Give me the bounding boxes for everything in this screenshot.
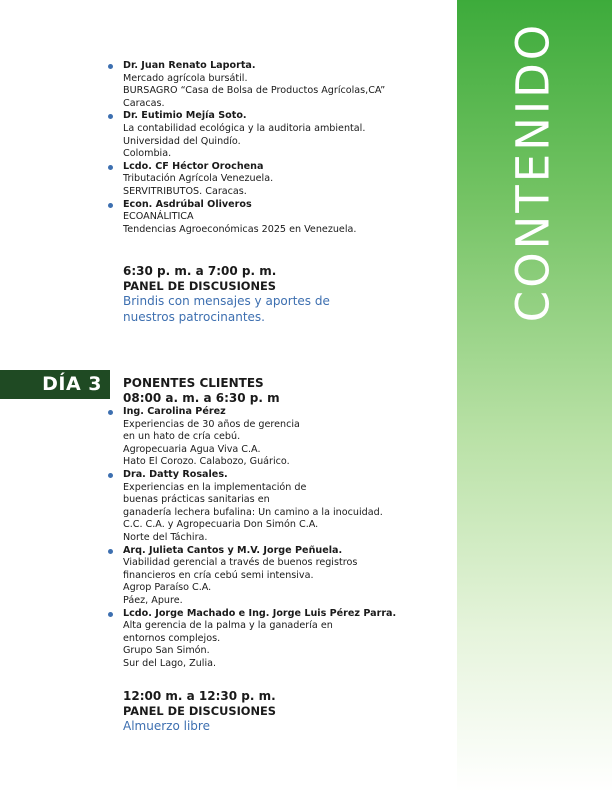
sidebar-title: CONTENIDO <box>506 21 560 323</box>
day-3-section <box>123 376 396 670</box>
speaker-line: Colombia. <box>123 148 172 160</box>
speaker-line: Hato El Corozo. Calabozo, Guárico. <box>123 456 290 468</box>
speaker-name: Ing. Carolina Pérez <box>123 406 226 417</box>
panel-discussion-1 <box>123 264 330 325</box>
bullet-icon <box>108 473 113 478</box>
speaker-line: SERVITRIBUTOS. Caracas. <box>123 185 247 197</box>
bullet-icon <box>108 612 113 617</box>
speaker-line: Agrop Paraíso C.A. <box>123 582 212 594</box>
bullet-icon <box>108 410 113 415</box>
speaker-name: Dra. Datty Rosales. <box>123 468 228 480</box>
speaker-line: Grupo San Simón. <box>123 645 210 657</box>
bullet-icon <box>108 165 113 170</box>
session-time: 08:00 a. m. a 6:30 p. m <box>123 391 280 405</box>
speaker-line: Agropecuaria Agua Viva C.A. <box>123 443 261 455</box>
speaker-line: ganadería lechera bufalina: Un camino a la inocuidad. <box>123 506 383 518</box>
speaker-line: Experiencias en la implementación de <box>123 481 307 493</box>
panel-time: 6:30 p. m. a 7:00 p. m. <box>123 264 277 278</box>
speaker-line: entornos complejos. <box>123 632 221 644</box>
speaker-item <box>123 469 396 545</box>
speaker-item <box>123 406 396 469</box>
section-heading: PONENTES CLIENTES <box>123 376 264 390</box>
top-speaker-list <box>123 60 385 236</box>
speaker-item <box>123 545 396 608</box>
speaker-item <box>123 608 396 671</box>
day-3-label: DÍA 3 <box>0 370 110 399</box>
speaker-line: buenas prácticas sanitarias en <box>123 494 270 506</box>
speaker-line: Norte del Táchira. <box>123 531 208 543</box>
speaker-line: Caracas. <box>123 97 165 109</box>
speaker-line: Experiencias de 30 años de gerencia <box>123 418 300 430</box>
speaker-name: Dr. Juan Renato Laporta. <box>123 60 256 71</box>
speaker-line: BURSAGRO “Casa de Bolsa de Productos Agrícolas,CA” <box>123 85 386 97</box>
speaker-line: C.C. C.A. y Agropecuaria Don Simón C.A. <box>123 519 319 531</box>
speaker-item <box>123 161 385 199</box>
panel-discussion-2 <box>123 689 276 734</box>
speaker-line: La contabilidad ecológica y la auditoria ambiental. <box>123 122 366 134</box>
speaker-name: Lcdo. Jorge Machado e Ing. Jorge Luis Pérez Parra. <box>123 607 397 619</box>
speaker-line: en un hato de cría cebú. <box>123 431 241 443</box>
speaker-name: Lcdo. CF Héctor Orochena <box>123 160 264 172</box>
panel-time: 12:00 m. a 12:30 p. m. <box>123 689 276 703</box>
speaker-line: Universidad del Quindío. <box>123 135 241 147</box>
panel-description: Brindis con mensajes y aportes de <box>123 294 330 308</box>
bullet-icon <box>108 114 113 119</box>
speaker-name: Arq. Julieta Cantos y M.V. Jorge Peñuela. <box>123 544 343 556</box>
speaker-line: Mercado agrícola bursátil. <box>123 72 248 84</box>
speaker-item <box>123 199 385 237</box>
speaker-line: financieros en cría cebú semi intensiva. <box>123 569 314 581</box>
speaker-line: Sur del Lago, Zulia. <box>123 657 217 669</box>
panel-label: PANEL DE DISCUSIONES <box>123 279 277 293</box>
panel-description: nuestros patrocinantes. <box>123 310 265 324</box>
speaker-line: Páez, Apure. <box>123 594 183 606</box>
speaker-line: Alta gerencia de la palma y la ganadería en <box>123 620 333 632</box>
speaker-line: ECOANÁLITICA <box>123 211 194 223</box>
speaker-name: Dr. Eutimio Mejía Soto. <box>123 110 247 122</box>
speaker-name: Econ. Asdrúbal Oliveros <box>123 198 252 210</box>
bullet-icon <box>108 64 113 69</box>
speaker-line: Tendencias Agroeconómicas 2025 en Venezuela. <box>123 223 357 235</box>
bullet-icon <box>108 203 113 208</box>
speaker-item <box>123 60 385 110</box>
panel-description: Almuerzo libre <box>123 719 210 733</box>
speaker-line: Tributación Agrícola Venezuela. <box>123 173 274 185</box>
panel-label: PANEL DE DISCUSIONES <box>123 704 277 718</box>
speaker-item <box>123 110 385 160</box>
speaker-line: Viabilidad gerencial a través de buenos registros <box>123 557 358 569</box>
bullet-icon <box>108 549 113 554</box>
